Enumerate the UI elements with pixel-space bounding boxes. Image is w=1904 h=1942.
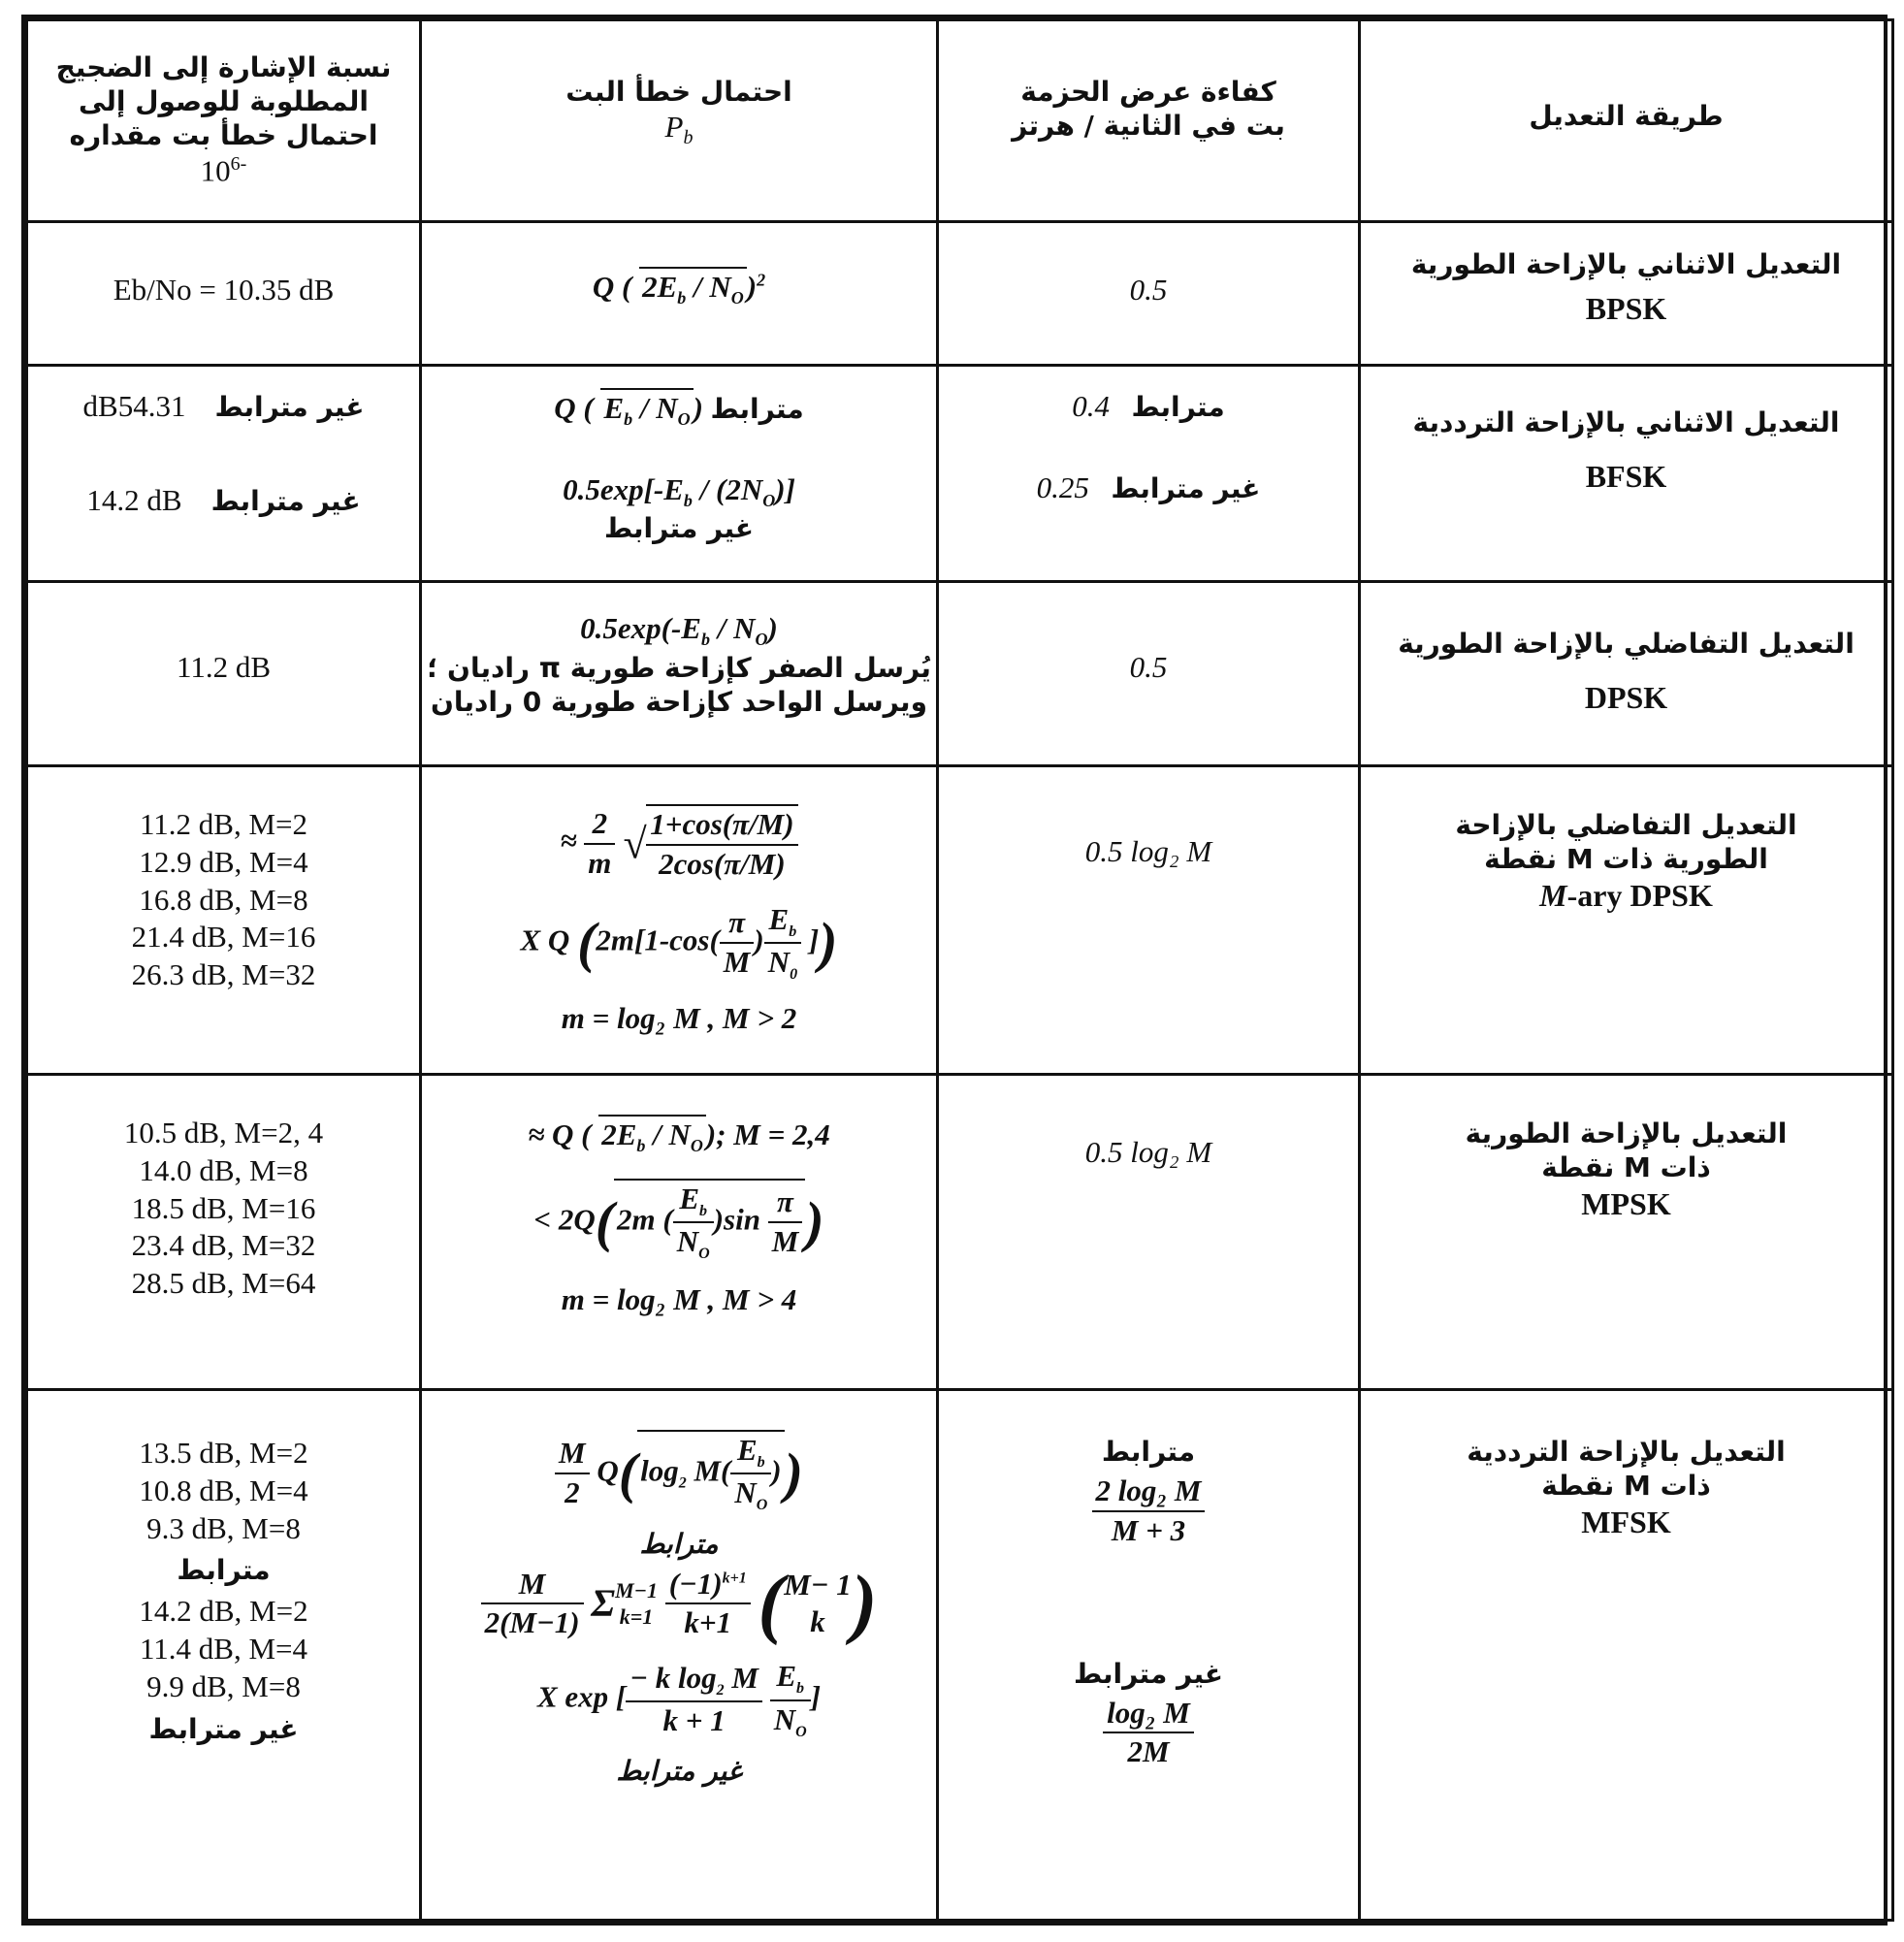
row-mpsk (27, 1075, 1893, 1390)
mfsk-pb-noncoherent-label: غير مترابط (616, 1754, 742, 1787)
dpsk-name: التعديل التفاضلي بالإزاحة الطورية (1398, 628, 1855, 660)
bfsk-snr2 (28, 482, 419, 520)
bfsk-snr2-label: غير مترابط (210, 484, 361, 517)
mfsk-abbr: MFSK (1581, 1505, 1671, 1539)
header-snr-line4: $10^{6-}$ (200, 153, 247, 188)
mfsk-snr-non-label: غير مترابط (148, 1712, 299, 1745)
bpsk-abbr: BPSK (1585, 291, 1667, 326)
bfsk-eff-coherent-label: مترابط (1131, 391, 1225, 423)
mfsk-method (1360, 1390, 1893, 1921)
bfsk-eff-noncoherent (939, 469, 1358, 507)
dpsk-efficiency-value: 0.5 (1129, 650, 1168, 684)
bfsk-snr1-value: dB54.31 (82, 389, 186, 423)
mfsk-snr-coh-label: مترابط (177, 1554, 271, 1587)
dpsk-snr (27, 582, 421, 766)
bpsk-snr-value: Eb/No = 10.35 dB (113, 273, 335, 307)
bfsk-pb-coherent: Q ( $E_b / N_O$) مترابط (422, 388, 936, 431)
header-efficiency-line2: بت في الثانية / هرتز (1012, 110, 1285, 142)
mdpsk-snr-1: 12.9 dB, M=4 (139, 844, 308, 879)
bfsk-eff-noncoherent-label: غير مترابط (1111, 471, 1261, 504)
mdpsk-name-line2: الطورية ذات M نقطة (1484, 843, 1768, 875)
mpsk-pb-line2: < 2Q(2m ( $\frac{E_b}{N_O}$ )sin $\frac{\pi}{M}$ ) (422, 1179, 936, 1264)
mdpsk-snr-3: 21.4 dB, M=16 (131, 920, 316, 955)
header-method (1360, 20, 1893, 222)
mfsk-eff-coherent-den: M + 3 (1111, 1512, 1186, 1547)
mdpsk-abbr-rest: -ary DPSK (1566, 878, 1713, 913)
mdpsk-pb-line1: ≈ $\frac{2}{m}$ √ $\frac{1+\cos(\pi/M)}{2\cos(\pi/M)}$ (422, 804, 936, 884)
bfsk-eff-noncoherent-value: 0.25 (1036, 469, 1089, 504)
mpsk-pb-line3: m = log₂ M , M > 4 (561, 1282, 797, 1317)
bfsk-pb-coherent-label: مترابط (710, 393, 804, 425)
header-snr-line1: نسبة الإشارة إلى الضجيج (55, 51, 392, 83)
bfsk-method (1360, 366, 1893, 582)
mfsk-eff-noncoherent-fraction (1103, 1695, 1194, 1772)
bfsk-pb-noncoherent-label: غير مترابط (604, 512, 754, 545)
mdpsk-snr-2: 16.8 dB, M=8 (139, 882, 308, 917)
bfsk-eff-coherent-value: 0.4 (1072, 389, 1110, 423)
mpsk-snr-0: 10.5 dB, M=2, 4 (123, 1116, 324, 1149)
mfsk-snr-non-2: 9.9 dB, M=8 (146, 1668, 301, 1703)
header-efficiency-line1: كفاءة عرض الحزمة (1020, 76, 1276, 108)
mdpsk-pb-line2: X Q (2m[1-cos( $\frac{\pi}{M}$ ) $\frac{E_b}{N_0}$ ]) (520, 901, 838, 983)
dpsk-pb-note1: يُرسل الصفر كإزاحة طورية π راديان ؛ (427, 651, 931, 684)
mdpsk-name-line1: التعديل التفاضلي بالإزاحة (1455, 809, 1797, 841)
mdpsk-method (1360, 766, 1893, 1075)
mfsk-eff-noncoherent-label: غير مترابط (1074, 1657, 1223, 1690)
bfsk-snr1 (28, 388, 419, 426)
mdpsk-snr (27, 766, 421, 1075)
header-method-label: طريقة التعديل (1529, 100, 1724, 132)
table (25, 18, 1894, 1922)
mdpsk-pb-line3: m = log₂ M , M > 2 (561, 1000, 797, 1035)
bfsk-efficiency (938, 366, 1360, 582)
bpsk-method (1360, 222, 1893, 366)
mfsk-snr-coh-2: 9.3 dB, M=8 (146, 1510, 301, 1545)
mpsk-method (1360, 1075, 1893, 1390)
mdpsk-snr-4: 26.3 dB, M=32 (131, 957, 316, 991)
mpsk-snr (27, 1075, 421, 1390)
dpsk-abbr: DPSK (1584, 680, 1668, 715)
bpsk-efficiency-value: 0.5 (1129, 273, 1168, 307)
mdpsk-efficiency (938, 766, 1360, 1075)
mdpsk-abbr-italic: M (1539, 878, 1567, 913)
mfsk-eff-coherent-num: 2 log₂ M (1092, 1473, 1206, 1512)
mfsk-pb-coherent: $\frac{M}{2}$ $Q(\log_2$ M( $\frac{E_b}{N_O}$ )) (422, 1430, 936, 1515)
mfsk-snr-non-0: 14.2 dB, M=2 (139, 1594, 308, 1629)
bfsk-name: التعديل الاثناني بالإزاحة الترددية (1412, 406, 1840, 438)
mfsk-snr (27, 1390, 421, 1921)
bfsk-eff-coherent (939, 388, 1358, 426)
mpsk-pb-line1: ≈ Q ( $2E_b / N_O$); M = 2,4 (422, 1115, 936, 1157)
mpsk-abbr: MPSK (1581, 1186, 1671, 1221)
mdpsk-abbr (1361, 876, 1891, 915)
header-efficiency (938, 20, 1360, 222)
mpsk-snr-1: 14.0 dB, M=8 (139, 1152, 308, 1187)
mpsk-snr-2: 18.5 dB, M=16 (131, 1190, 316, 1225)
mdpsk-efficiency-value: 0.5 log₂ M (1084, 834, 1212, 868)
header-pb-line1: احتمال خطأ البت (565, 76, 792, 108)
mfsk-name-line1: التعديل بالإزاحة الترددية (1467, 1436, 1786, 1468)
mfsk-eff-coherent-label: مترابط (1101, 1436, 1196, 1468)
header-pb (421, 20, 938, 222)
bfsk-snr1-label: غير مترابط (214, 391, 365, 423)
header-snr-line3: احتمال خطأ بت مقداره (69, 119, 378, 151)
bpsk-pb (421, 222, 938, 366)
mfsk-snr-coh-0: 13.5 dB, M=2 (139, 1436, 308, 1470)
dpsk-pb-note2: ويرسل الواحد كإزاحة طورية 0 راديان (431, 685, 927, 718)
mpsk-pb (421, 1075, 938, 1390)
mfsk-snr-coh-1: 10.8 dB, M=4 (139, 1473, 308, 1507)
bpsk-efficiency (938, 222, 1360, 366)
header-snr (27, 20, 421, 222)
mfsk-pb-coherent-label: مترابط (639, 1528, 719, 1561)
row-bpsk (27, 222, 1893, 366)
mfsk-eff-coherent-fraction (1092, 1473, 1206, 1550)
mdpsk-snr-0: 11.2 dB, M=2 (139, 807, 308, 841)
bfsk-snr (27, 366, 421, 582)
bpsk-pb-formula: Q ( $2E_b / N_O)^2$ (422, 223, 936, 309)
row-bfsk (27, 366, 1893, 582)
bfsk-pb-noncoherent-formula: $0.5\exp[-E_b / (2N_O)]$ (563, 471, 795, 510)
dpsk-efficiency (938, 582, 1360, 766)
dpsk-method (1360, 582, 1893, 766)
mfsk-snr-non-1: 11.4 dB, M=4 (139, 1632, 308, 1666)
bpsk-snr (27, 222, 421, 366)
row-mfsk (27, 1390, 1893, 1921)
mfsk-pb-noncoherent-line1: $\frac{M}{2(M-1)}$ Σ M−1 k=1 $\frac{(-1)^{k+1}}{k+1}$ ( M− 1 k ) (422, 1565, 936, 1642)
mpsk-snr-3: 23.4 dB, M=32 (131, 1228, 316, 1263)
bpsk-name: التعديل الاثناني بالإزاحة الطورية (1410, 248, 1842, 280)
mfsk-eff-noncoherent-den: 2M (1127, 1734, 1170, 1769)
modulation-comparison-table (21, 15, 1888, 1926)
row-mdpsk (27, 766, 1893, 1075)
row-dpsk (27, 582, 1893, 766)
header-row (27, 20, 1893, 222)
dpsk-snr-value: 11.2 dB (176, 650, 272, 684)
mpsk-name-line2: ذات M نقطة (1541, 1151, 1711, 1183)
mfsk-eff-noncoherent-num: log₂ M (1103, 1695, 1194, 1734)
bfsk-abbr: BFSK (1585, 459, 1667, 494)
bfsk-pb (421, 366, 938, 582)
mpsk-efficiency-value: 0.5 log₂ M (1084, 1135, 1212, 1169)
dpsk-pb (421, 582, 938, 766)
bfsk-snr2-value: 14.2 dB (86, 482, 182, 517)
mdpsk-pb (421, 766, 938, 1075)
header-snr-line2: المطلوبة للوصول إلى (79, 85, 369, 117)
mpsk-efficiency (938, 1075, 1360, 1390)
mpsk-name-line1: التعديل بالإزاحة الطورية (1465, 1117, 1788, 1149)
dpsk-pb-formula: $0.5\exp(-E_b / N_O)$ (580, 611, 778, 650)
mfsk-name-line2: ذات M نقطة (1541, 1470, 1711, 1502)
mfsk-pb-noncoherent-line2: X exp [ $\frac{- k \log_2 M}{k + 1}$ $\frac{E_b}{N_O}$ ] (536, 1659, 822, 1740)
mfsk-efficiency (938, 1390, 1360, 1921)
header-pb-symbol: $P_b$ (664, 110, 694, 149)
mpsk-snr-4: 28.5 dB, M=64 (131, 1266, 316, 1300)
mfsk-pb (421, 1390, 938, 1921)
